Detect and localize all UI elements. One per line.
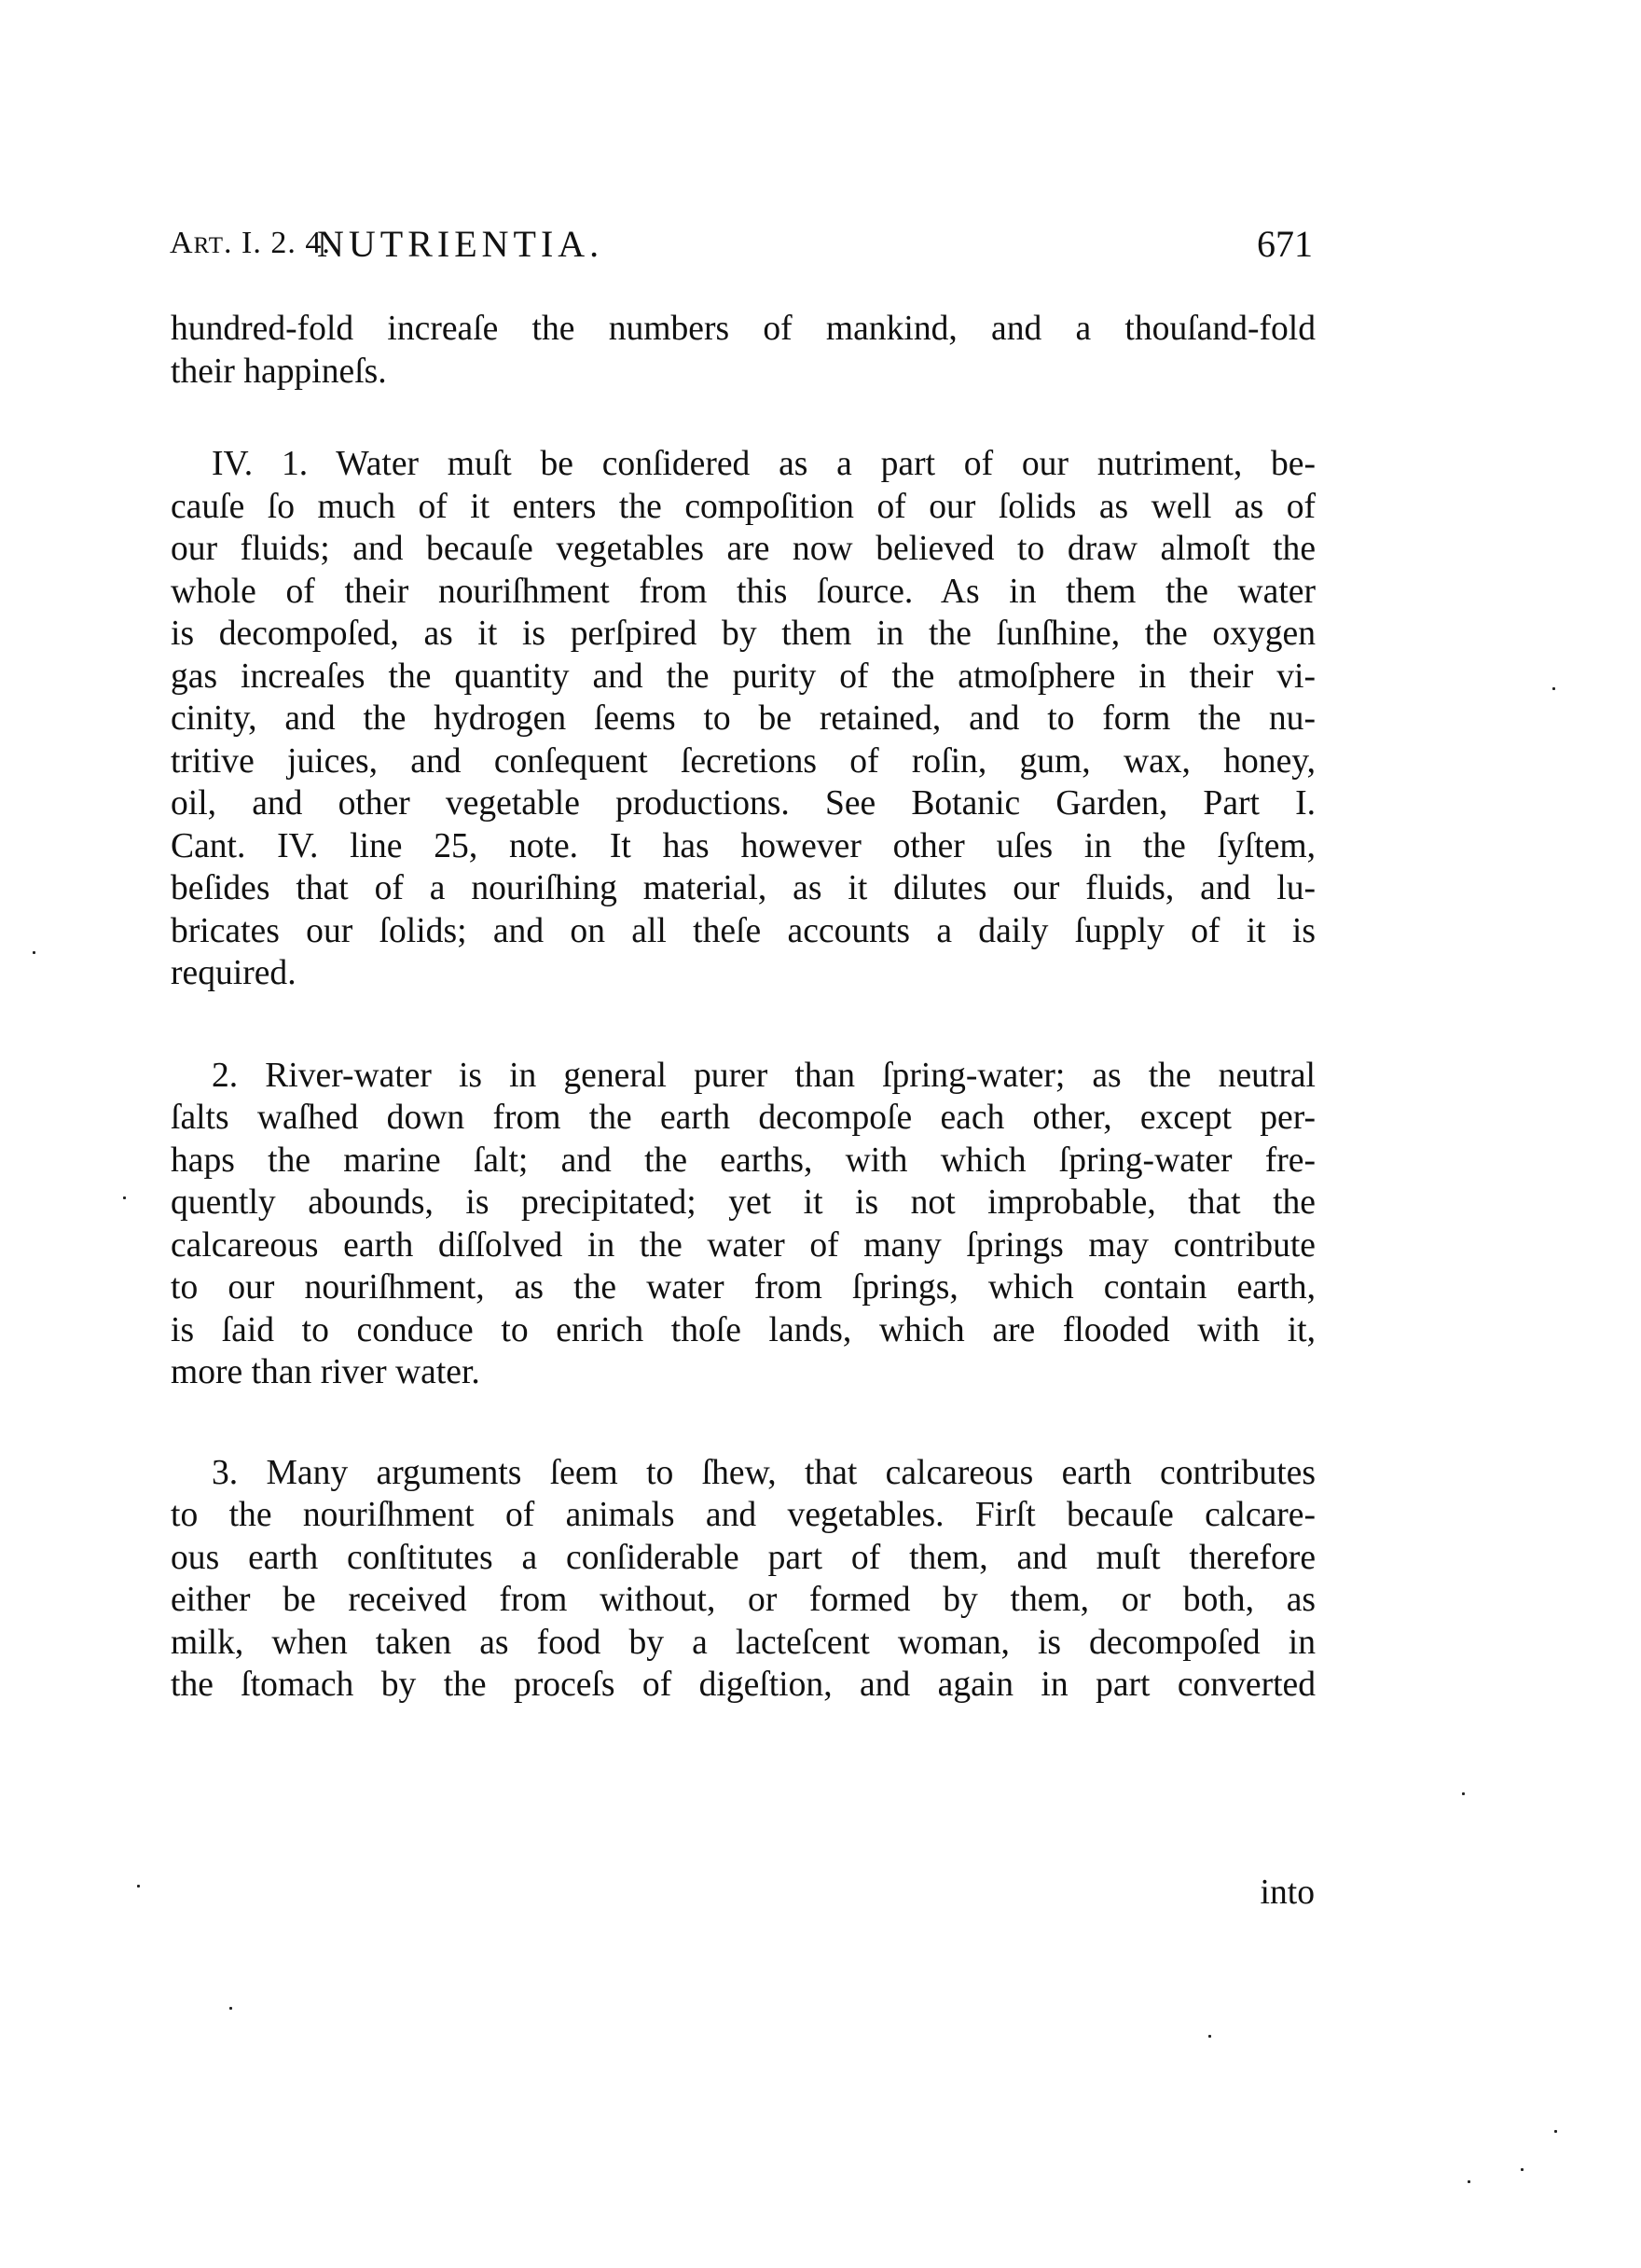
article-reference-smallcaps: RT xyxy=(193,233,225,258)
paragraph-2 xyxy=(171,1055,1316,1394)
article-reference-numbers: . I. 2. 4. xyxy=(224,226,331,260)
text-line: tritive juices, and conſequent ſecretions of roſin, gum, wax, honey, xyxy=(171,741,1316,781)
text-line: cinity, and the hydrogen ſeems to be retained, and to form the nu- xyxy=(171,699,1316,738)
text-line: is ſaid to conduce to enrich thoſe lands, which are flooded with it, xyxy=(171,1310,1316,1349)
text-line: is decompoſed, as it is perſpired by them in the ſunſhine, the oxygen xyxy=(171,615,1316,653)
text-line: IV. 1. Water muſt be conſidered as a part of our nutriment, be- xyxy=(212,445,1316,483)
scan-speck xyxy=(137,1885,140,1888)
article-reference xyxy=(170,226,331,261)
text-line: 2. River-water is in general purer than ſpring-water; as the neutral xyxy=(212,1056,1316,1095)
text-line: the ſtomach by the proceſs of digeſtion, and again in part converted xyxy=(171,1666,1316,1704)
page-number: 671 xyxy=(1257,223,1313,265)
scan-speck xyxy=(1552,687,1555,690)
text-line: our fluids; and becauſe vegetables are now believed to draw almoſt the xyxy=(171,530,1316,568)
paragraph-IV-1 xyxy=(171,443,1316,995)
text-line: Cant. IV. line 25, note. It has however other uſes in the ſyſtem, xyxy=(171,826,1316,865)
text-line: to our nouriſhment, as the water from ſprings, which contain earth, xyxy=(171,1268,1316,1307)
text-line: ſalts waſhed down from the earth decompoſe each other, except per- xyxy=(171,1099,1316,1137)
scan-speck xyxy=(1208,2035,1211,2038)
paragraph-3 xyxy=(171,1452,1316,1707)
page-body xyxy=(171,308,1316,1707)
scan-speck xyxy=(1521,2168,1524,2171)
running-title: NUTRIENTIA. xyxy=(317,223,604,265)
running-header xyxy=(170,222,1313,274)
scan-speck xyxy=(33,951,35,954)
text-line: required. xyxy=(171,954,296,992)
text-line: to the nouriſhment of animals and vegetables. Firſt becauſe calcare- xyxy=(171,1496,1316,1534)
text-line: bricates our ſolids; and on all theſe accounts a daily ſupply of it is xyxy=(171,911,1316,950)
text-line: cauſe ſo much of it enters the compoſition of our ſolids as well as of xyxy=(171,487,1316,526)
text-line: milk, when taken as food by a lacteſcent woman, is decompoſed in xyxy=(171,1623,1316,1662)
text-line: quently abounds, is precipitated; yet it is not improbable, that the xyxy=(171,1183,1316,1222)
text-line: either be received from without, or formed by them, or both, as xyxy=(171,1581,1316,1619)
scan-speck xyxy=(1462,1792,1465,1795)
text-line: their happineſs. xyxy=(171,352,387,391)
article-reference-initial: A xyxy=(170,226,194,260)
text-line: haps the marine ſalt; and the earths, with which ſpring-water fre- xyxy=(171,1141,1316,1180)
text-line: calcareous earth diſſolved in the water of many ſprings may contribute xyxy=(171,1225,1316,1265)
text-line: hundred-fold increaſe the numbers of mankind, and a thouſand-fold xyxy=(171,310,1316,348)
text-line: 3. Many arguments ſeem to ſhew, that calcareous earth contributes xyxy=(212,1453,1316,1492)
text-line: whole of their nouriſhment from this ſource. As in them the water xyxy=(171,572,1316,611)
paragraph-continuation xyxy=(171,308,1316,393)
text-line: beſides that of a nouriſhing material, as it dilutes our fluids, and lu- xyxy=(171,869,1316,907)
text-line: more than river water. xyxy=(171,1353,480,1391)
scan-speck xyxy=(1468,2180,1470,2183)
scan-speck xyxy=(123,1196,126,1199)
text-line: oil, and other vegetable productions. See Botanic Garden, Part I. xyxy=(171,784,1316,823)
scan-speck xyxy=(229,2007,232,2010)
text-line: ous earth conſtitutes a conſiderable part of them, and muſt therefore xyxy=(171,1538,1316,1577)
text-line: gas increaſes the quantity and the purity of the atmoſphere in their vi- xyxy=(171,657,1316,696)
catchword: into xyxy=(1260,1874,1315,1912)
scan-speck xyxy=(1554,2130,1557,2133)
